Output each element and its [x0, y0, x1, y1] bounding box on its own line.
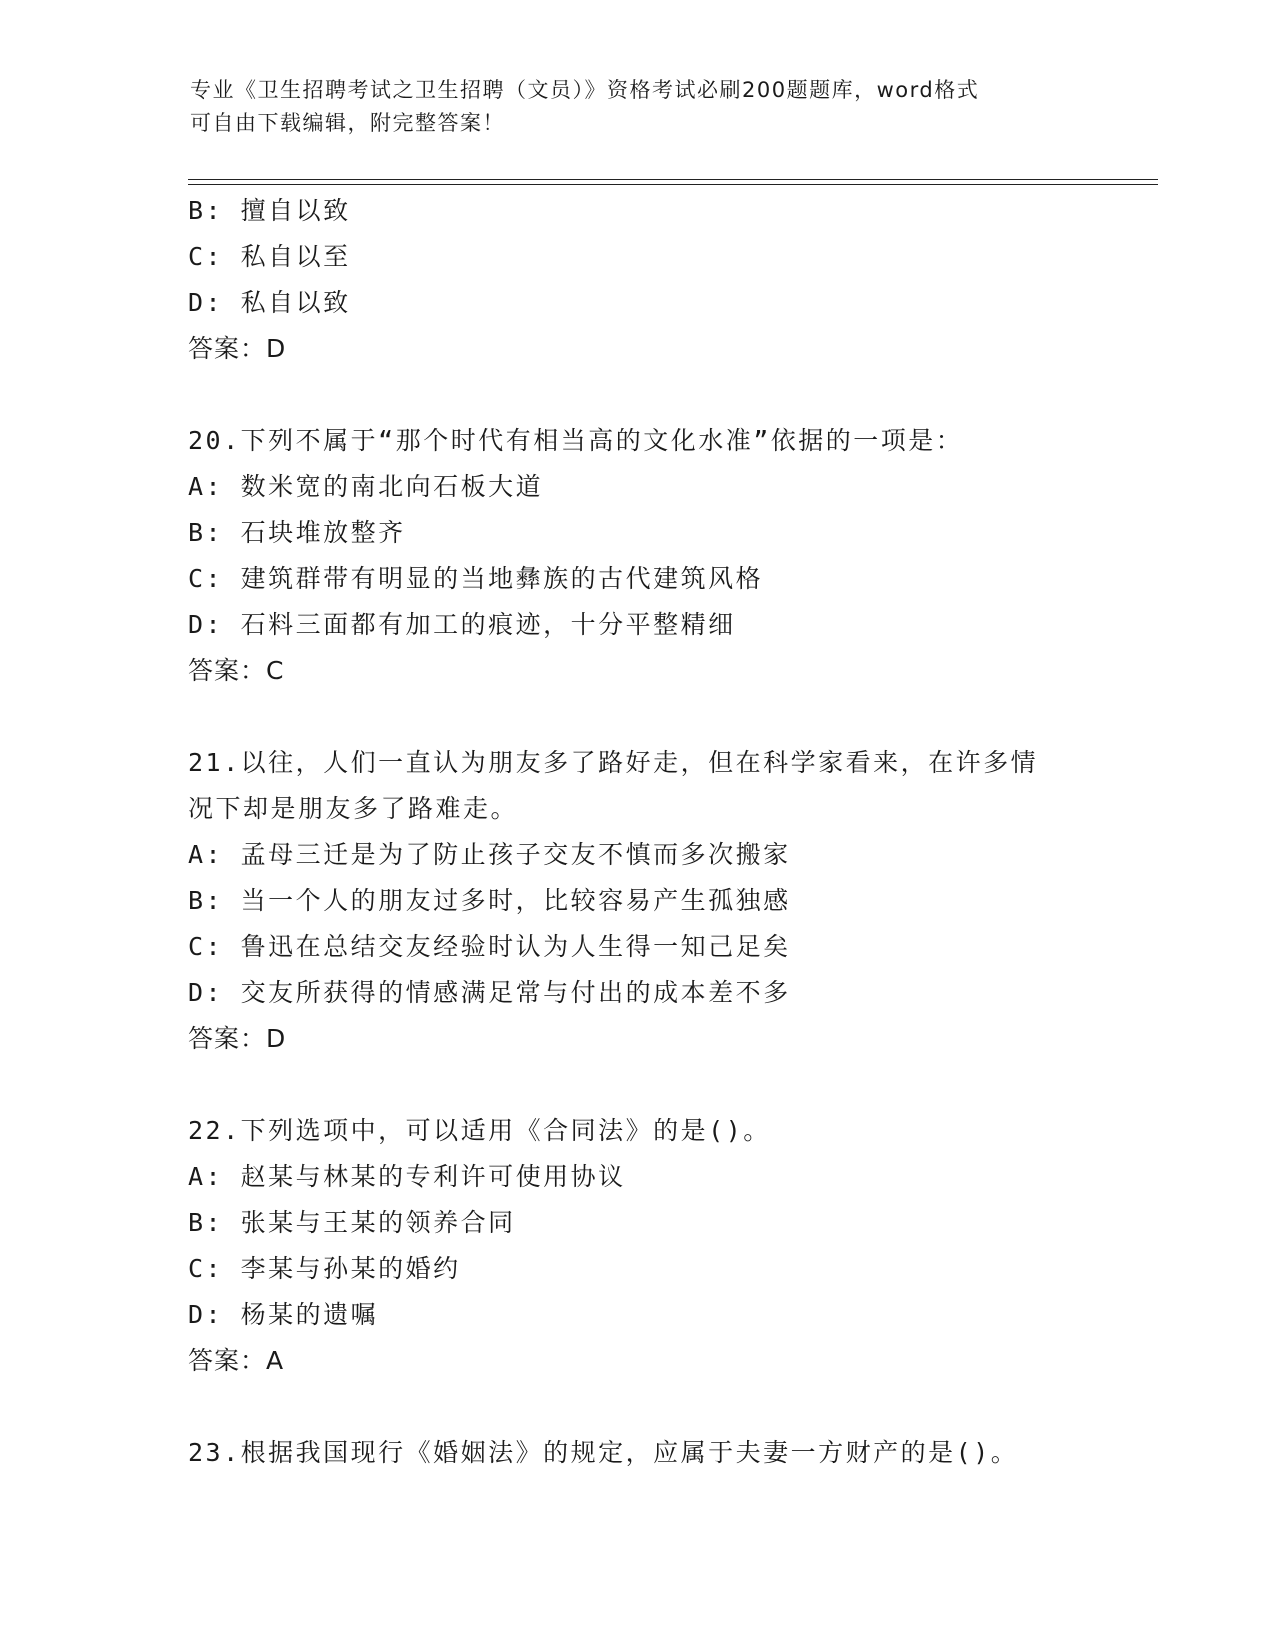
spacer: [188, 694, 1088, 740]
spacer: [188, 372, 1088, 418]
option-d: D: 私自以致: [188, 288, 351, 317]
option-d: D: 石料三面都有加工的痕迹，十分平整精细: [188, 610, 736, 639]
question-block-23: [188, 1430, 1088, 1476]
answer-line: 答案：D: [188, 334, 287, 363]
option-b: B: 张某与王某的领养合同: [188, 1208, 516, 1237]
question-stem-line-2: 况下却是朋友多了路难走。: [188, 794, 519, 823]
spacer: [188, 1384, 1088, 1430]
option-b: B: 石块堆放整齐: [188, 518, 406, 547]
document-header: [190, 74, 1090, 140]
option-a: A: 赵某与林某的专利许可使用协议: [188, 1162, 626, 1191]
answer-line: 答案：C: [188, 656, 285, 685]
header-divider-bottom: [188, 184, 1158, 185]
option-a: A: 孟母三迁是为了防止孩子交友不慎而多次搬家: [188, 840, 791, 869]
question-block-21: [188, 740, 1088, 1062]
spacer: [188, 1062, 1088, 1108]
question-stem-line-1: 21.以往，人们一直认为朋友多了路好走，但在科学家看来，在许多情: [188, 748, 1039, 777]
option-c: C: 鲁迅在总结交友经验时认为人生得一知己足矣: [188, 932, 791, 961]
question-stem: 23.根据我国现行《婚姻法》的规定，应属于夫妻一方财产的是()。: [188, 1438, 1019, 1467]
header-title-line-1: 专业《卫生招聘考试之卫生招聘（文员）》资格考试必刷200题题库，word格式: [190, 78, 980, 102]
question-block-19: [188, 188, 1088, 372]
header-divider-top: [188, 179, 1158, 180]
option-d: D: 杨某的遗嘱: [188, 1300, 379, 1329]
option-a: A: 数米宽的南北向石板大道: [188, 472, 544, 501]
option-c: C: 私自以至: [188, 242, 351, 271]
header-title-line-2: 可自由下载编辑，附完整答案！: [190, 111, 505, 135]
question-block-20: [188, 418, 1088, 694]
option-b: B: 擅自以致: [188, 196, 351, 225]
question-block-22: [188, 1108, 1088, 1384]
option-c: C: 李某与孙某的婚约: [188, 1254, 461, 1283]
option-d: D: 交友所获得的情感满足常与付出的成本差不多: [188, 978, 791, 1007]
question-stem: 20.下列不属于“那个时代有相当高的文化水准”依据的一项是：: [188, 426, 964, 455]
option-c: C: 建筑群带有明显的当地彝族的古代建筑风格: [188, 564, 764, 593]
answer-line: 答案：D: [188, 1024, 287, 1053]
question-stem: 22.下列选项中，可以适用《合同法》的是()。: [188, 1116, 771, 1145]
answer-line: 答案：A: [188, 1346, 285, 1375]
option-b: B: 当一个人的朋友过多时，比较容易产生孤独感: [188, 886, 791, 915]
question-list: [188, 188, 1088, 1476]
